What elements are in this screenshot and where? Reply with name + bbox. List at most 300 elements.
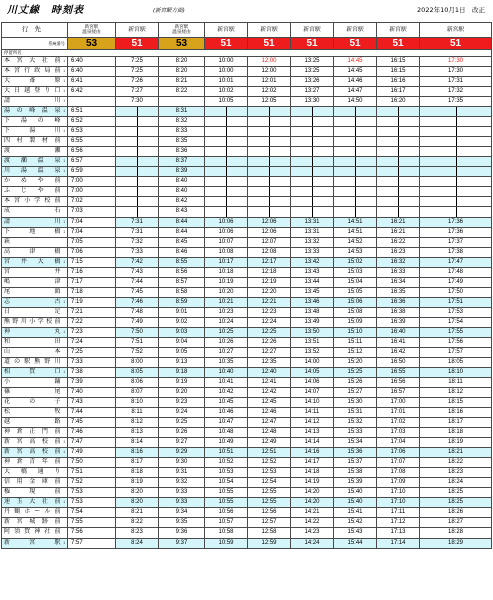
departure-time: 9:02 [159, 317, 205, 327]
pass-line [334, 127, 377, 137]
timetable-row [2, 458, 492, 468]
pass-line [420, 127, 492, 137]
stop-platform: 1 [62, 257, 68, 267]
pass-line [291, 157, 334, 167]
departure-time: 8:39 [159, 167, 205, 177]
pass-line [205, 127, 248, 137]
departure-time: 10:23 [205, 307, 248, 317]
departure-time: 8:35 [159, 137, 205, 147]
departure-time: 17:32 [420, 87, 492, 97]
timetable-row [2, 307, 492, 317]
departure-time: 9:23 [159, 398, 205, 408]
departure-time: 10:51 [205, 448, 248, 458]
departure-time: 7:48 [116, 307, 159, 317]
departure-time: 9:33 [159, 488, 205, 498]
pass-line [420, 197, 492, 207]
destination-cell: 新宮駅 [205, 23, 248, 38]
departure-time: 7:45 [116, 287, 159, 297]
train-number-badge: 51 [334, 38, 377, 50]
stop-name-label: 停留所名 [2, 50, 492, 57]
departure-time: 7:44 [68, 408, 116, 418]
stop-name: 嶋津 [2, 277, 62, 287]
stop-name: 大斎原 [2, 77, 62, 87]
stop-name: 和田 [2, 337, 62, 347]
pass-line [377, 197, 420, 207]
pass-line [248, 137, 291, 147]
departure-time: 7:26 [116, 77, 159, 87]
departure-time: 12:46 [248, 408, 291, 418]
departure-time: 18:26 [420, 508, 492, 518]
departure-time: 18:15 [420, 398, 492, 408]
pass-line [334, 157, 377, 167]
pass-line [116, 207, 159, 217]
departure-time: 14:20 [291, 498, 334, 508]
departure-time: 12:53 [248, 468, 291, 478]
departure-time: 12:00 [248, 57, 291, 67]
departure-time: 12:05 [248, 97, 291, 107]
timetable-row [2, 297, 492, 307]
destination-cell: 新宮駅 [420, 23, 492, 38]
departure-time: 14:17 [291, 458, 334, 468]
revision-date: 2022年10月1日 改正 [417, 6, 485, 14]
departure-time: 12:18 [248, 267, 291, 277]
stop-name: 大橋通り [2, 468, 62, 478]
departure-time: 7:32 [116, 237, 159, 247]
pass-line [334, 177, 377, 187]
pass-line [420, 117, 492, 127]
departure-time: 7:42 [116, 257, 159, 267]
departure-time: 10:49 [205, 438, 248, 448]
departure-time: 9:04 [159, 337, 205, 347]
stop-name: 成石 [2, 207, 62, 217]
departure-time: 6:53 [68, 127, 116, 137]
departure-time: 14:00 [291, 357, 334, 367]
departure-time: 10:07 [205, 237, 248, 247]
departure-time: 13:33 [291, 247, 334, 257]
departure-time: 7:40 [68, 388, 116, 398]
stop-name: 神倉青年前 [2, 458, 62, 468]
timetable-row [2, 67, 492, 77]
departure-time: 8:58 [159, 287, 205, 297]
timetable-row [2, 207, 492, 217]
departure-time: 16:15 [377, 67, 420, 77]
train-number-badge: 51 [205, 38, 248, 50]
departure-time: 13:27 [291, 87, 334, 97]
stop-platform: 1 [62, 127, 68, 137]
stop-name: 小鋪 [2, 378, 62, 388]
departure-time: 7:46 [68, 428, 116, 438]
departure-time: 7:49 [68, 448, 116, 458]
departure-time: 10:26 [205, 337, 248, 347]
departure-time: 18:29 [420, 538, 492, 548]
departure-time: 7:25 [116, 67, 159, 77]
departure-time: 6:41 [68, 77, 116, 87]
departure-time: 9:18 [159, 367, 205, 377]
pass-line [377, 137, 420, 147]
pass-line [334, 107, 377, 117]
pass-line [248, 197, 291, 207]
departure-time: 10:58 [205, 528, 248, 538]
departure-time: 13:30 [291, 97, 334, 107]
pass-line [334, 137, 377, 147]
pass-line [420, 207, 492, 217]
departure-time: 16:33 [377, 267, 420, 277]
departure-time: 17:06 [377, 448, 420, 458]
departure-time: 12:17 [248, 257, 291, 267]
departure-time: 15:12 [334, 347, 377, 357]
departure-time: 7:52 [116, 347, 159, 357]
pass-line [334, 147, 377, 157]
pass-line [205, 147, 248, 157]
departure-time: 15:30 [334, 398, 377, 408]
departure-time: 6:42 [68, 87, 116, 97]
departure-time: 10:53 [205, 468, 248, 478]
stop-name: 渡瀬温泉 [2, 157, 62, 167]
pass-line [116, 117, 159, 127]
departure-time: 13:46 [291, 297, 334, 307]
departure-time: 9:13 [159, 357, 205, 367]
departure-time: 16:23 [377, 247, 420, 257]
departure-time: 10:18 [205, 267, 248, 277]
departure-time: 13:48 [291, 307, 334, 317]
pass-line [205, 177, 248, 187]
departure-time: 16:42 [377, 347, 420, 357]
departure-time: 12:19 [248, 277, 291, 287]
departure-time: 7:31 [116, 217, 159, 227]
departure-time: 16:15 [377, 57, 420, 67]
departure-time: 7:21 [68, 307, 116, 317]
departure-time: 12:06 [248, 217, 291, 227]
stop-platform: 1 [62, 538, 68, 548]
departure-time: 9:19 [159, 378, 205, 388]
pass-line [420, 167, 492, 177]
departure-time: 14:19 [291, 478, 334, 488]
stop-name: 本宮行政局前 [2, 67, 62, 77]
departure-time: 10:46 [205, 408, 248, 418]
departure-time: 7:50 [116, 327, 159, 337]
timetable-row [2, 528, 492, 538]
pass-line [248, 117, 291, 127]
departure-time: 13:44 [291, 277, 334, 287]
timetable-row [2, 97, 492, 107]
timetable-row [2, 378, 492, 388]
pass-line [116, 197, 159, 207]
stop-name: 渡瀬 [2, 147, 62, 157]
departure-time: 10:06 [205, 217, 248, 227]
departure-time: 14:45 [334, 67, 377, 77]
stop-platform: 1 [62, 87, 68, 97]
departure-time: 8:14 [116, 438, 159, 448]
train-number-badge: 51 [116, 38, 159, 50]
stop-name: 尾頭 [2, 287, 62, 297]
departure-time: 16:50 [377, 357, 420, 367]
departure-time: 7:56 [68, 528, 116, 538]
pass-line [420, 137, 492, 147]
departure-time: 6:40 [68, 67, 116, 77]
pass-line [116, 157, 159, 167]
departure-time: 12:07 [248, 237, 291, 247]
departure-time: 10:56 [205, 508, 248, 518]
train-number-badge: 51 [248, 38, 291, 50]
departure-time: 17:54 [420, 317, 492, 327]
departure-time: 9:29 [159, 448, 205, 458]
departure-time: 8:45 [159, 237, 205, 247]
departure-time: 16:55 [377, 367, 420, 377]
pass-line [291, 197, 334, 207]
departure-time: 14:10 [291, 398, 334, 408]
timetable-row [2, 408, 492, 418]
departure-time: 15:25 [334, 367, 377, 377]
pass-line [420, 107, 492, 117]
pass-line [205, 167, 248, 177]
timetable-row [2, 157, 492, 167]
departure-time: 10:41 [205, 378, 248, 388]
departure-time [68, 97, 116, 107]
departure-time: 15:40 [334, 488, 377, 498]
stop-name: 神倉正門前 [2, 428, 62, 438]
departure-time: 18:25 [420, 498, 492, 508]
pass-line [420, 157, 492, 167]
departure-time: 10:08 [205, 247, 248, 257]
departure-time: 7:45 [68, 418, 116, 428]
departure-time: 17:38 [420, 247, 492, 257]
departure-time: 15:04 [334, 277, 377, 287]
pass-line [291, 177, 334, 187]
pass-line [291, 117, 334, 127]
departure-time: 12:41 [248, 378, 291, 388]
departure-time: 9:26 [159, 428, 205, 438]
departure-time: 7:24 [68, 337, 116, 347]
departure-time: 15:33 [334, 428, 377, 438]
departure-time: 8:44 [159, 227, 205, 237]
departure-time: 15:44 [334, 538, 377, 548]
timetable-row [2, 77, 492, 87]
departure-time: 14:22 [291, 518, 334, 528]
departure-time: 13:50 [291, 327, 334, 337]
departure-time: 10:17 [205, 257, 248, 267]
departure-time: 8:21 [116, 508, 159, 518]
stop-name: 新宮高校前 [2, 438, 62, 448]
timetable-body [2, 57, 492, 549]
timetable-row [2, 137, 492, 147]
pass-line [291, 187, 334, 197]
departure-time: 14:21 [291, 508, 334, 518]
departure-time: 12:23 [248, 307, 291, 317]
departure-time: 9:24 [159, 408, 205, 418]
departure-time: 13:51 [291, 337, 334, 347]
timetable-row [2, 57, 492, 67]
departure-time: 15:32 [334, 418, 377, 428]
departure-time: 13:43 [291, 267, 334, 277]
departure-time: 7:50 [68, 458, 116, 468]
departure-time: 14:06 [291, 378, 334, 388]
departure-time: 12:45 [248, 398, 291, 408]
stop-name: 下湯の峰 [2, 117, 62, 127]
stop-name: 神丸 [2, 327, 62, 337]
departure-time: 18:11 [420, 378, 492, 388]
departure-time: 8:21 [159, 77, 205, 87]
departure-time: 15:05 [334, 287, 377, 297]
departure-time: 12:25 [248, 327, 291, 337]
departure-time: 12:56 [248, 508, 291, 518]
departure-time: 8:32 [159, 117, 205, 127]
departure-time: 9:01 [159, 307, 205, 317]
departure-time: 17:53 [420, 307, 492, 317]
pass-line [205, 207, 248, 217]
timetable-row [2, 468, 492, 478]
timetable-row [2, 177, 492, 187]
destination-cell: 新宮駅 [116, 23, 159, 38]
departure-time: 16:34 [377, 277, 420, 287]
departure-time: 7:51 [68, 468, 116, 478]
pass-line [377, 167, 420, 177]
departure-time: 17:08 [377, 468, 420, 478]
departure-time: 8:20 [116, 488, 159, 498]
departure-time: 14:12 [291, 418, 334, 428]
timetable-row [2, 197, 492, 207]
departure-time: 16:57 [377, 388, 420, 398]
departure-time: 10:47 [205, 418, 248, 428]
departure-time: 8:36 [159, 147, 205, 157]
destination-cell: 新宮駅 [334, 23, 377, 38]
stop-name: 篠尾 [2, 388, 62, 398]
departure-time: 13:26 [291, 77, 334, 87]
departure-time: 9:25 [159, 418, 205, 428]
departure-time: 8:33 [159, 127, 205, 137]
departure-time: 18:28 [420, 528, 492, 538]
departure-time: 12:55 [248, 498, 291, 508]
departure-time: 8:59 [159, 297, 205, 307]
pass-line [205, 137, 248, 147]
departure-time: 15:42 [334, 518, 377, 528]
departure-time: 7:31 [116, 227, 159, 237]
departure-time: 12:20 [248, 287, 291, 297]
departure-time: 9:32 [159, 478, 205, 488]
timetable [1, 22, 492, 549]
departure-time: 7:06 [68, 247, 116, 257]
stop-name: 宮井大橋 [2, 257, 62, 267]
timetable-row [2, 498, 492, 508]
departure-time: 14:51 [334, 227, 377, 237]
departure-time: 18:23 [420, 468, 492, 478]
departure-time: 18:12 [420, 388, 492, 398]
departure-time: 7:52 [68, 478, 116, 488]
stop-name: 権現前 [2, 488, 62, 498]
departure-time: 13:31 [291, 227, 334, 237]
departure-time: 7:27 [116, 87, 159, 97]
stop-name: 越路 [2, 418, 62, 428]
departure-time: 13:42 [291, 257, 334, 267]
stop-name: 新宮城跡前 [2, 518, 62, 528]
stop-platform: 1 [62, 227, 68, 237]
departure-time: 9:37 [159, 538, 205, 548]
departure-time: 16:16 [377, 77, 420, 87]
pass-line [291, 147, 334, 157]
departure-time: 17:35 [420, 97, 492, 107]
stop-name: 大日越登り口 [2, 87, 62, 97]
departure-time: 17:56 [420, 337, 492, 347]
departure-time: 15:20 [334, 357, 377, 367]
destination-cell: 新宮駅 [291, 23, 334, 38]
timetable-row [2, 418, 492, 428]
pass-line [291, 167, 334, 177]
departure-time: 16:35 [377, 287, 420, 297]
departure-time: 17:04 [377, 438, 420, 448]
departure-time: 15:39 [334, 478, 377, 488]
departure-time: 16:21 [377, 227, 420, 237]
departure-time: 12:54 [248, 478, 291, 488]
departure-time: 6:56 [68, 147, 116, 157]
departure-time: 8:44 [159, 217, 205, 227]
departure-time: 18:10 [420, 367, 492, 377]
departure-time: 9:20 [159, 388, 205, 398]
pass-line [116, 167, 159, 177]
departure-time: 14:24 [291, 538, 334, 548]
departure-time: 7:30 [116, 97, 159, 107]
departure-time: 15:34 [334, 438, 377, 448]
timetable-row [2, 127, 492, 137]
departure-time: 18:18 [420, 428, 492, 438]
departure-time: 13:52 [291, 347, 334, 357]
departure-time: 15:43 [334, 528, 377, 538]
timetable-row [2, 167, 492, 177]
timetable-row [2, 388, 492, 398]
departure-time: 17:49 [420, 277, 492, 287]
train-number-badge: 53 [68, 38, 116, 50]
departure-time: 16:21 [377, 217, 420, 227]
departure-time: 7:25 [68, 347, 116, 357]
departure-time: 10:40 [205, 367, 248, 377]
stop-platform: 1 [62, 77, 68, 87]
departure-time: 7:17 [68, 277, 116, 287]
stop-name: かめや前 [2, 177, 62, 187]
departure-time: 12:55 [248, 488, 291, 498]
stop-name: 新宮駅 [2, 538, 62, 548]
timetable-row [2, 327, 492, 337]
departure-time: 8:43 [159, 207, 205, 217]
stop-platform: 1 [62, 448, 68, 458]
train-number-badge: 51 [291, 38, 334, 50]
departure-time: 7:43 [116, 267, 159, 277]
departure-time: 17:55 [420, 327, 492, 337]
departure-time: 8:23 [116, 528, 159, 538]
departure-time: 17:00 [377, 398, 420, 408]
timetable-row [2, 147, 492, 157]
stop-platform: 1 [62, 327, 68, 337]
departure-time: 18:19 [420, 438, 492, 448]
departure-time: 8:06 [116, 378, 159, 388]
train-number-badge: 53 [159, 38, 205, 50]
departure-time: 15:26 [334, 378, 377, 388]
departure-time: 8:18 [116, 468, 159, 478]
departure-time: 14:47 [334, 87, 377, 97]
timetable-row [2, 267, 492, 277]
departure-time: 8:19 [116, 478, 159, 488]
departure-time: 9:35 [159, 518, 205, 528]
stop-name: 丹鶴ホール前 [2, 508, 62, 518]
departure-time: 8:22 [116, 518, 159, 528]
stop-platform: 1 [62, 438, 68, 448]
departure-time: 16:40 [377, 327, 420, 337]
pass-line [334, 197, 377, 207]
departure-time: 10:05 [205, 97, 248, 107]
pass-line [377, 157, 420, 167]
timetable-row [2, 107, 492, 117]
direction-subtitle: (新宮駅方面) [153, 8, 185, 14]
departure-time: 15:38 [334, 468, 377, 478]
departure-time: 8:46 [159, 247, 205, 257]
pass-line [205, 187, 248, 197]
